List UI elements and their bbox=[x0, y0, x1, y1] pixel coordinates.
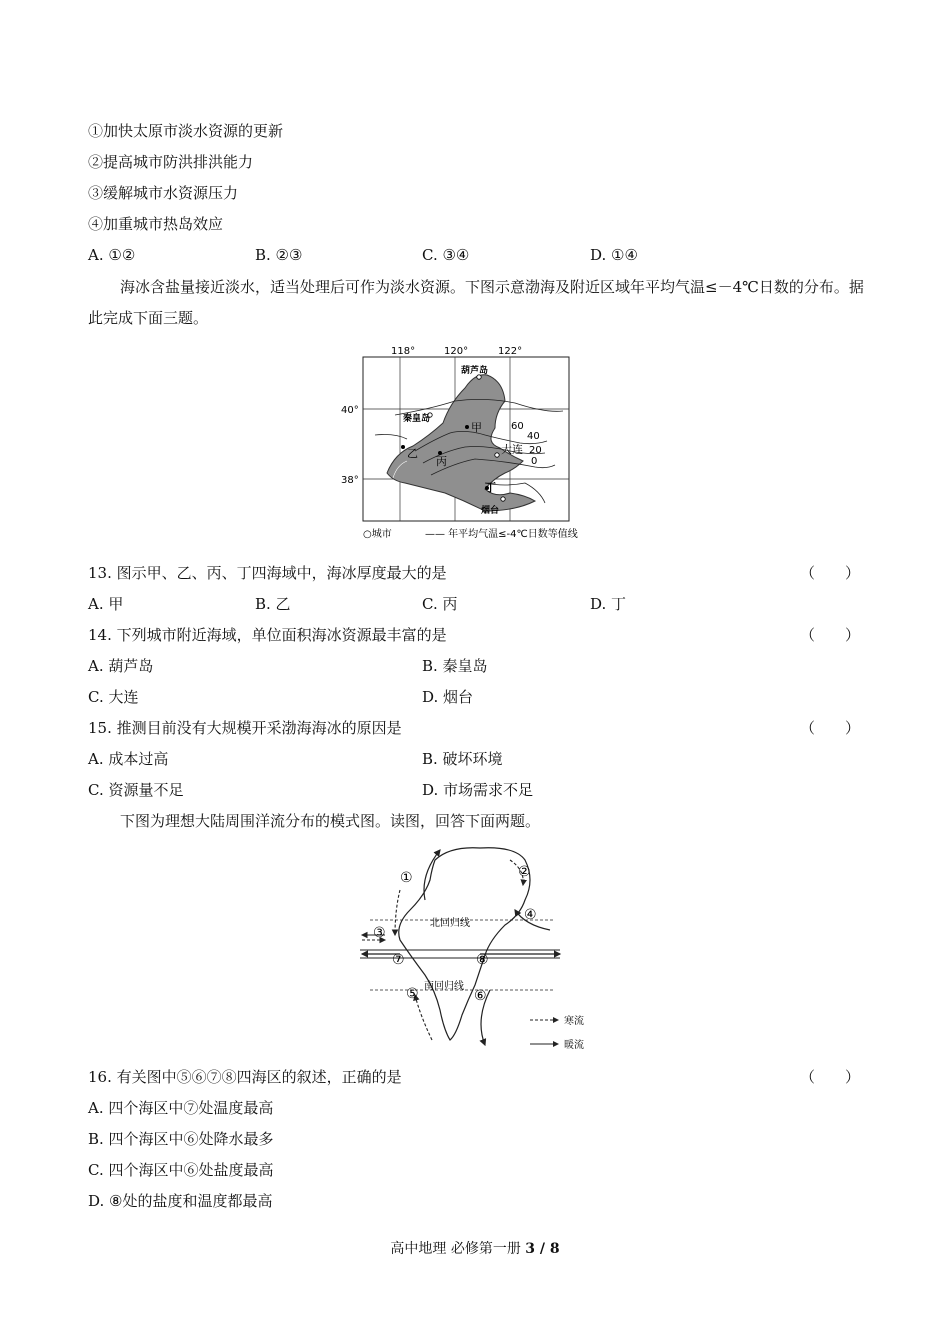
question-14: 14. 下列城市附近海域，单位面积海冰资源最丰富的是 bbox=[88, 626, 447, 644]
question-16: 16. 有关图中⑤⑥⑦⑧四海区的叙述，正确的是 bbox=[88, 1068, 402, 1086]
bohai-sea-map bbox=[335, 343, 610, 543]
map-label-ding: 丁 bbox=[485, 481, 496, 494]
question-15: 15. 推测目前没有大规模开采渤海海冰的原因是 bbox=[88, 719, 402, 737]
q15-option-d: D. 市场需求不足 bbox=[422, 781, 534, 799]
current-label-6: ⑥ bbox=[474, 988, 487, 1004]
q16-option-d: D. ⑧处的盐度和温度都最高 bbox=[88, 1192, 273, 1210]
current-label-4: ④ bbox=[524, 907, 537, 923]
q14-option-b: B. 秦皇岛 bbox=[422, 657, 488, 675]
lon-label-120: 120° bbox=[444, 346, 469, 357]
map-legend-contour: —— 年平均气温≤-4℃日数等值线 bbox=[425, 529, 578, 540]
list-item-2: ②提高城市防洪排洪能力 bbox=[88, 153, 254, 171]
answer-blank-16: （ ） bbox=[800, 1068, 861, 1086]
ocean-current-diagram bbox=[340, 840, 600, 1055]
south-tropic-label: 南回归线 bbox=[424, 981, 464, 992]
lat-label-40: 40° bbox=[341, 405, 359, 416]
option-c: C. ③④ bbox=[422, 246, 470, 264]
contour-label-40: 40 bbox=[527, 431, 540, 442]
intro-paragraph-1: 海冰含盐量接近淡水，适当处理后可作为淡水资源。下图示意渤海及附近区域年平均气温≤－4℃日数的分布。据此完成下面三题。 bbox=[88, 278, 864, 327]
q16-option-c: C. 四个海区中⑥处盐度最高 bbox=[88, 1161, 274, 1179]
map-label-dalian: 大连 bbox=[501, 443, 523, 456]
q15-option-a: A. 成本过高 bbox=[88, 750, 169, 768]
current-label-5: ⑤ bbox=[406, 986, 419, 1002]
map-label-qinhuangdao: 秦皇岛 bbox=[403, 414, 431, 424]
q15-option-c: C. 资源量不足 bbox=[88, 781, 184, 799]
current-label-3: ③ bbox=[373, 925, 386, 941]
map-label-jia: 甲 bbox=[471, 421, 482, 434]
legend-cold-current: 寒流 bbox=[564, 1016, 584, 1027]
answer-blank-15: （ ） bbox=[800, 719, 861, 737]
option-d: D. ①④ bbox=[590, 246, 638, 264]
list-item-3: ③缓解城市水资源压力 bbox=[88, 184, 239, 202]
page-number: 3 / 8 bbox=[525, 1241, 560, 1257]
page-footer bbox=[0, 1239, 950, 1259]
list-item-4: ④加重城市热岛效应 bbox=[88, 215, 224, 233]
north-tropic-label: 北回归线 bbox=[430, 918, 470, 929]
q14-option-a: A. 葫芦岛 bbox=[88, 657, 154, 675]
contour-label-60: 60 bbox=[511, 421, 524, 432]
map-label-bing: 丙 bbox=[436, 455, 447, 468]
answer-blank-14: （ ） bbox=[800, 626, 861, 644]
current-label-8: ⑧ bbox=[476, 952, 489, 968]
contour-label-0: 0 bbox=[531, 456, 538, 467]
q13-option-a: A. 甲 bbox=[88, 595, 124, 613]
question-13: 13. 图示甲、乙、丙、丁四海域中，海冰厚度最大的是 bbox=[88, 564, 447, 582]
legend-warm-current: 暖流 bbox=[564, 1040, 584, 1051]
list-item-1: ①加快太原市淡水资源的更新 bbox=[88, 122, 284, 140]
lat-label-38: 38° bbox=[341, 475, 359, 486]
lon-label-122: 122° bbox=[498, 346, 523, 357]
map-label-yantai: 烟台 bbox=[481, 506, 500, 516]
option-b: B. ②③ bbox=[255, 246, 303, 264]
map-legend-city: ○城市 bbox=[363, 529, 392, 540]
contour-label-20: 20 bbox=[529, 445, 542, 456]
map-label-yi: 乙 bbox=[407, 447, 418, 460]
intro-paragraph-2: 下图为理想大陆周围洋流分布的模式图。读图，回答下面两题。 bbox=[120, 812, 541, 830]
q14-option-d: D. 烟台 bbox=[422, 688, 474, 706]
lon-label-118: 118° bbox=[391, 346, 416, 357]
option-a: A. ①② bbox=[88, 246, 136, 264]
q16-option-b: B. 四个海区中⑥处降水最多 bbox=[88, 1130, 274, 1148]
q16-option-a: A. 四个海区中⑦处温度最高 bbox=[88, 1099, 274, 1117]
q15-option-b: B. 破坏环境 bbox=[422, 750, 503, 768]
q13-option-b: B. 乙 bbox=[255, 595, 291, 613]
current-label-7: ⑦ bbox=[392, 952, 405, 968]
answer-blank-13: （ ） bbox=[800, 564, 861, 582]
current-label-2: ② bbox=[518, 864, 531, 880]
q14-option-c: C. 大连 bbox=[88, 688, 139, 706]
footer-title: 高中地理 必修第一册 bbox=[390, 1241, 526, 1257]
q13-option-d: D. 丁 bbox=[590, 595, 627, 613]
map-label-huludao: 葫芦岛 bbox=[461, 366, 489, 376]
current-label-1: ① bbox=[400, 870, 413, 886]
q13-option-c: C. 丙 bbox=[422, 595, 458, 613]
